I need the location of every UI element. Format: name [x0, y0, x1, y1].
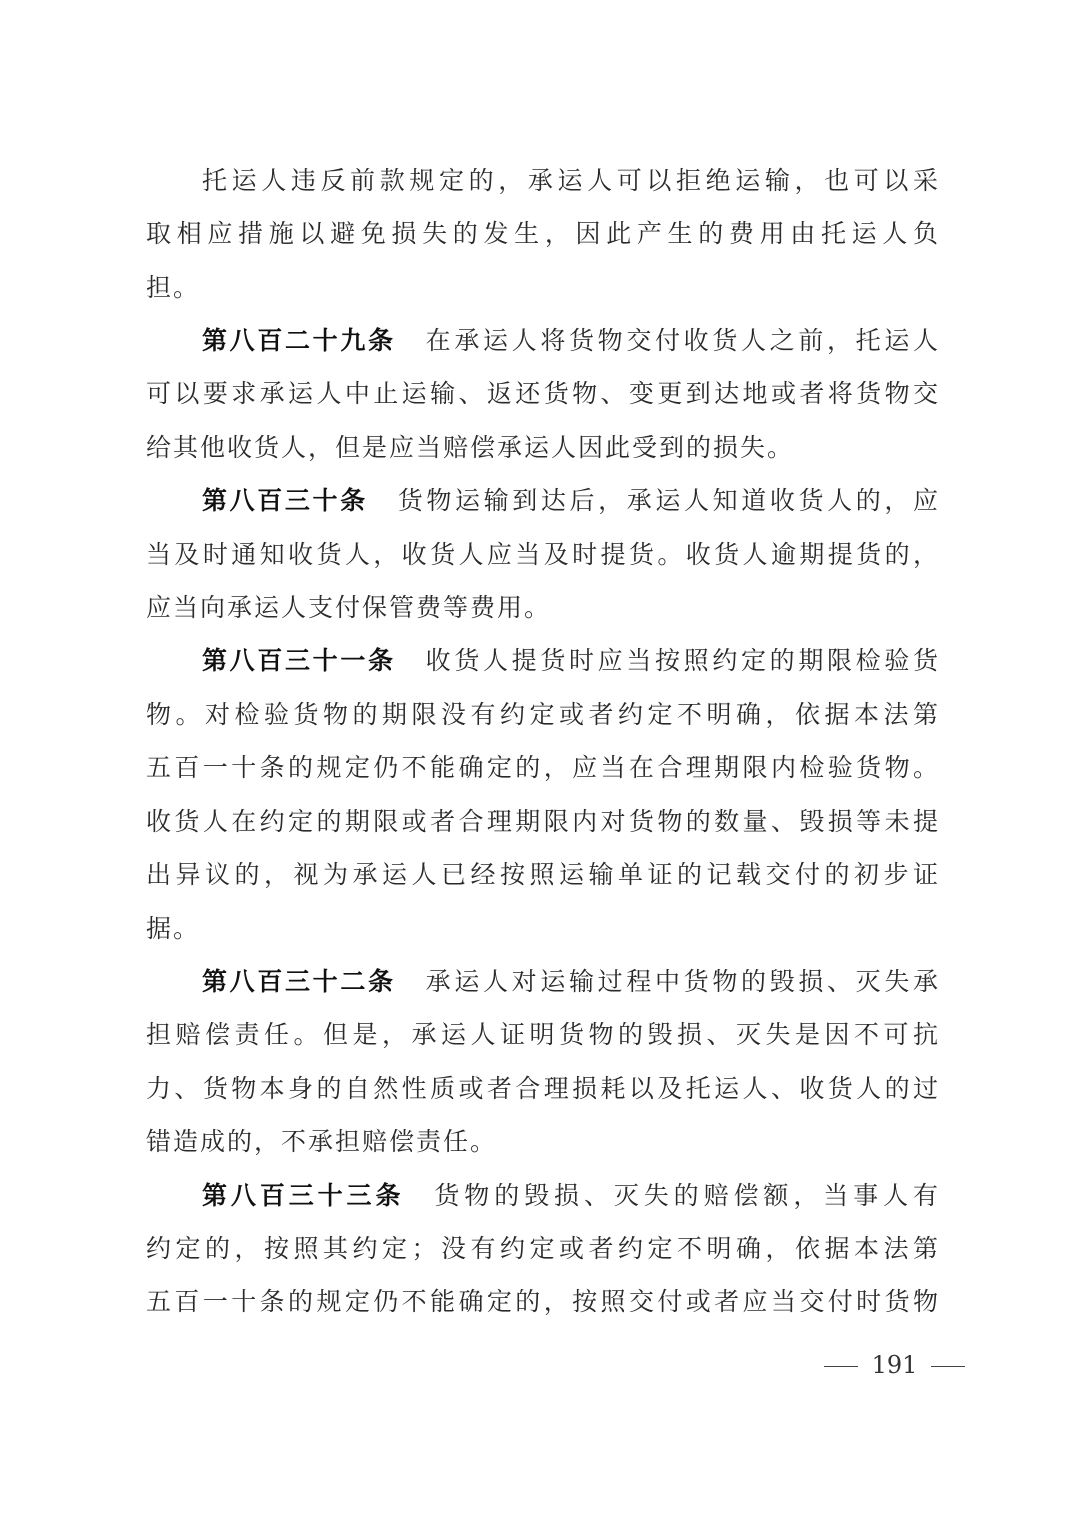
line-text: 给其他收货人，但是应当赔偿承运人因此受到的损失。	[146, 433, 795, 462]
text-line	[146, 428, 940, 468]
article-line	[202, 321, 940, 361]
page-number: 191	[871, 1351, 918, 1379]
line-text: 据。	[146, 914, 201, 943]
line-text: 五百一十条的规定仍不能确定的，应当在合理期限内检验货物。	[146, 753, 940, 782]
text-line	[146, 214, 940, 254]
text-line	[146, 1069, 940, 1109]
dash-left	[824, 1366, 858, 1367]
page-footer	[818, 1350, 958, 1380]
line-text: 错造成的，不承担赔偿责任。	[146, 1127, 498, 1156]
text-line	[202, 161, 940, 201]
line-text: 出异议的，视为承运人已经按照运输单证的记载交付的初步证	[146, 860, 940, 889]
article-line	[202, 1176, 940, 1216]
text-line	[146, 1282, 940, 1322]
text-line	[146, 695, 940, 735]
text-line	[146, 374, 940, 414]
article-line	[202, 481, 940, 521]
line-text: 担赔偿责任。但是，承运人证明货物的毁损、灭失是因不可抗	[146, 1020, 940, 1049]
text-line	[146, 1229, 940, 1269]
text-line	[146, 588, 940, 628]
text-line	[146, 802, 940, 842]
line-text: 五百一十条的规定仍不能确定的，按照交付或者应当交付时货物	[146, 1287, 940, 1316]
line-text: 约定的，按照其约定；没有约定或者约定不明确，依据本法第	[146, 1234, 940, 1263]
line-text: 可以要求承运人中止运输、返还货物、变更到达地或者将货物交	[146, 379, 940, 408]
line-text: 收货人在约定的期限或者合理期限内对货物的数量、毁损等未提	[146, 807, 940, 836]
line-text: 货物运输到达后，承运人知道收货人的，应	[397, 486, 940, 515]
line-text: 应当向承运人支付保管费等费用。	[146, 593, 552, 622]
line-text: 收货人提货时应当按照约定的期限检验货	[425, 646, 940, 675]
text-line	[146, 1122, 940, 1162]
line-text: 取相应措施以避免损失的发生，因此产生的费用由托运人负	[146, 219, 940, 248]
line-text: 当及时通知收货人，收货人应当及时提货。收货人逾期提货的，	[146, 540, 940, 569]
article-number: 第八百三十一条	[202, 646, 396, 675]
text-line	[146, 748, 940, 788]
article-number: 第八百三十三条	[202, 1181, 405, 1210]
line-text: 货物的毁损、灭失的赔偿额，当事人有	[434, 1181, 940, 1210]
text-line	[146, 855, 940, 895]
text-line	[146, 268, 940, 308]
text-line	[146, 535, 940, 575]
line-text: 力、货物本身的自然性质或者合理损耗以及托运人、收货人的过	[146, 1074, 940, 1103]
article-number: 第八百二十九条	[202, 326, 396, 355]
text-line	[146, 909, 940, 949]
line-text: 物。对检验货物的期限没有约定或者约定不明确，依据本法第	[146, 700, 940, 729]
line-text: 托运人违反前款规定的，承运人可以拒绝运输，也可以采	[202, 166, 940, 195]
dash-right	[931, 1366, 965, 1367]
line-text: 担。	[146, 273, 201, 302]
line-text: 承运人对运输过程中货物的毁损、灭失承	[425, 967, 940, 996]
article-number: 第八百三十条	[202, 486, 368, 515]
text-line	[146, 1015, 940, 1055]
line-text: 在承运人将货物交付收货人之前，托运人	[425, 326, 940, 355]
article-number: 第八百三十二条	[202, 967, 396, 996]
article-line	[202, 962, 940, 1002]
article-line	[202, 641, 940, 681]
